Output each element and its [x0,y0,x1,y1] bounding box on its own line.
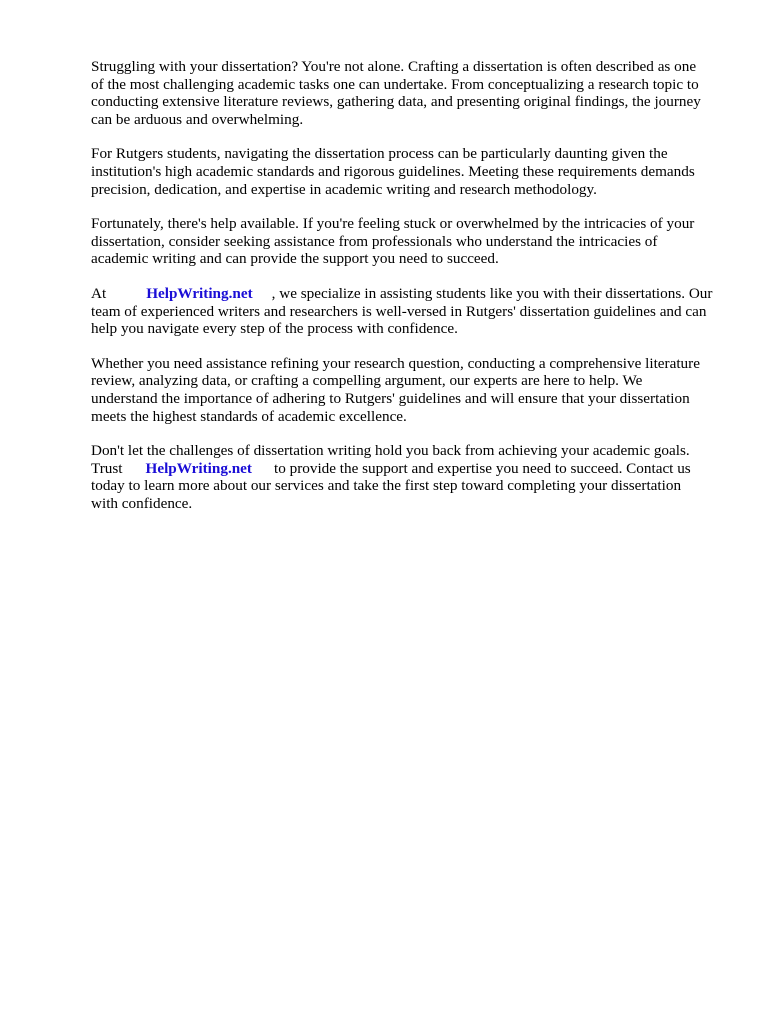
text-line: precision, dedication, and expertise in academic writing and research methodology. [91,180,597,198]
helpwriting-link[interactable]: HelpWriting.net [146,284,253,302]
text-line: review, analyzing data, or crafting a compelling argument, our experts are here to help. We [91,372,643,390]
text-line: of the most challenging academic tasks one can undertake. From conceptualizing a research topic to [91,75,699,93]
text-line: understand the importance of adhering to Rutgers' guidelines and will ensure that your dissertation [91,389,690,407]
text-line: Don't let the challenges of dissertation writing hold you back from achieving your academic goals. [91,442,690,460]
text-at: At [91,284,107,302]
text-line: For Rutgers students, navigating the dissertation process can be particularly daunting given the [91,145,668,163]
text-line [91,285,731,303]
text-line: dissertation, consider seeking assistance from professionals who understand the intricacies of [91,232,658,250]
text-line: can be arduous and overwhelming. [91,110,304,128]
text-line: team of experienced writers and researchers is well-versed in Rutgers' dissertation guidelines and can [91,302,707,320]
paragraph-intro [91,58,731,128]
text-line: today to learn more about our services and take the first step toward completing your dissertation [91,477,682,495]
helpwriting-link[interactable]: HelpWriting.net [145,459,252,477]
paragraph-helpwriting [91,285,731,338]
paragraph-rutgers [91,145,731,198]
text-line: with confidence. [91,494,193,512]
text-line: Fortunately, there's help available. If you're feeling stuck or overwhelmed by the intricacies of your [91,215,695,233]
paragraph-help-available [91,215,731,268]
text-line [91,460,731,478]
text-line: Whether you need assistance refining your research question, conducting a comprehensive literature [91,354,700,372]
text-line: Struggling with your dissertation? You're not alone. Crafting a dissertation is often described as one [91,58,697,75]
text-suffix: , we specialize in assisting students like you with their dissertations. Our [271,284,713,302]
text-line: institution's high academic standards and rigorous guidelines. Meeting these requirements demands [91,162,695,180]
text-line: help you navigate every step of the process with confidence. [91,320,458,338]
paragraph-services [91,355,731,425]
text-line: conducting extensive literature reviews, gathering data, and presenting original findings, the journey [91,93,701,111]
paragraph-closing [91,442,731,512]
document-page [91,58,731,529]
text-line: academic writing and can provide the support you need to succeed. [91,250,499,268]
text-suffix: to provide the support and expertise you need to succeed. Contact us [274,459,691,477]
text-trust: Trust [91,459,123,477]
text-line: meets the highest standards of academic excellence. [91,407,407,425]
